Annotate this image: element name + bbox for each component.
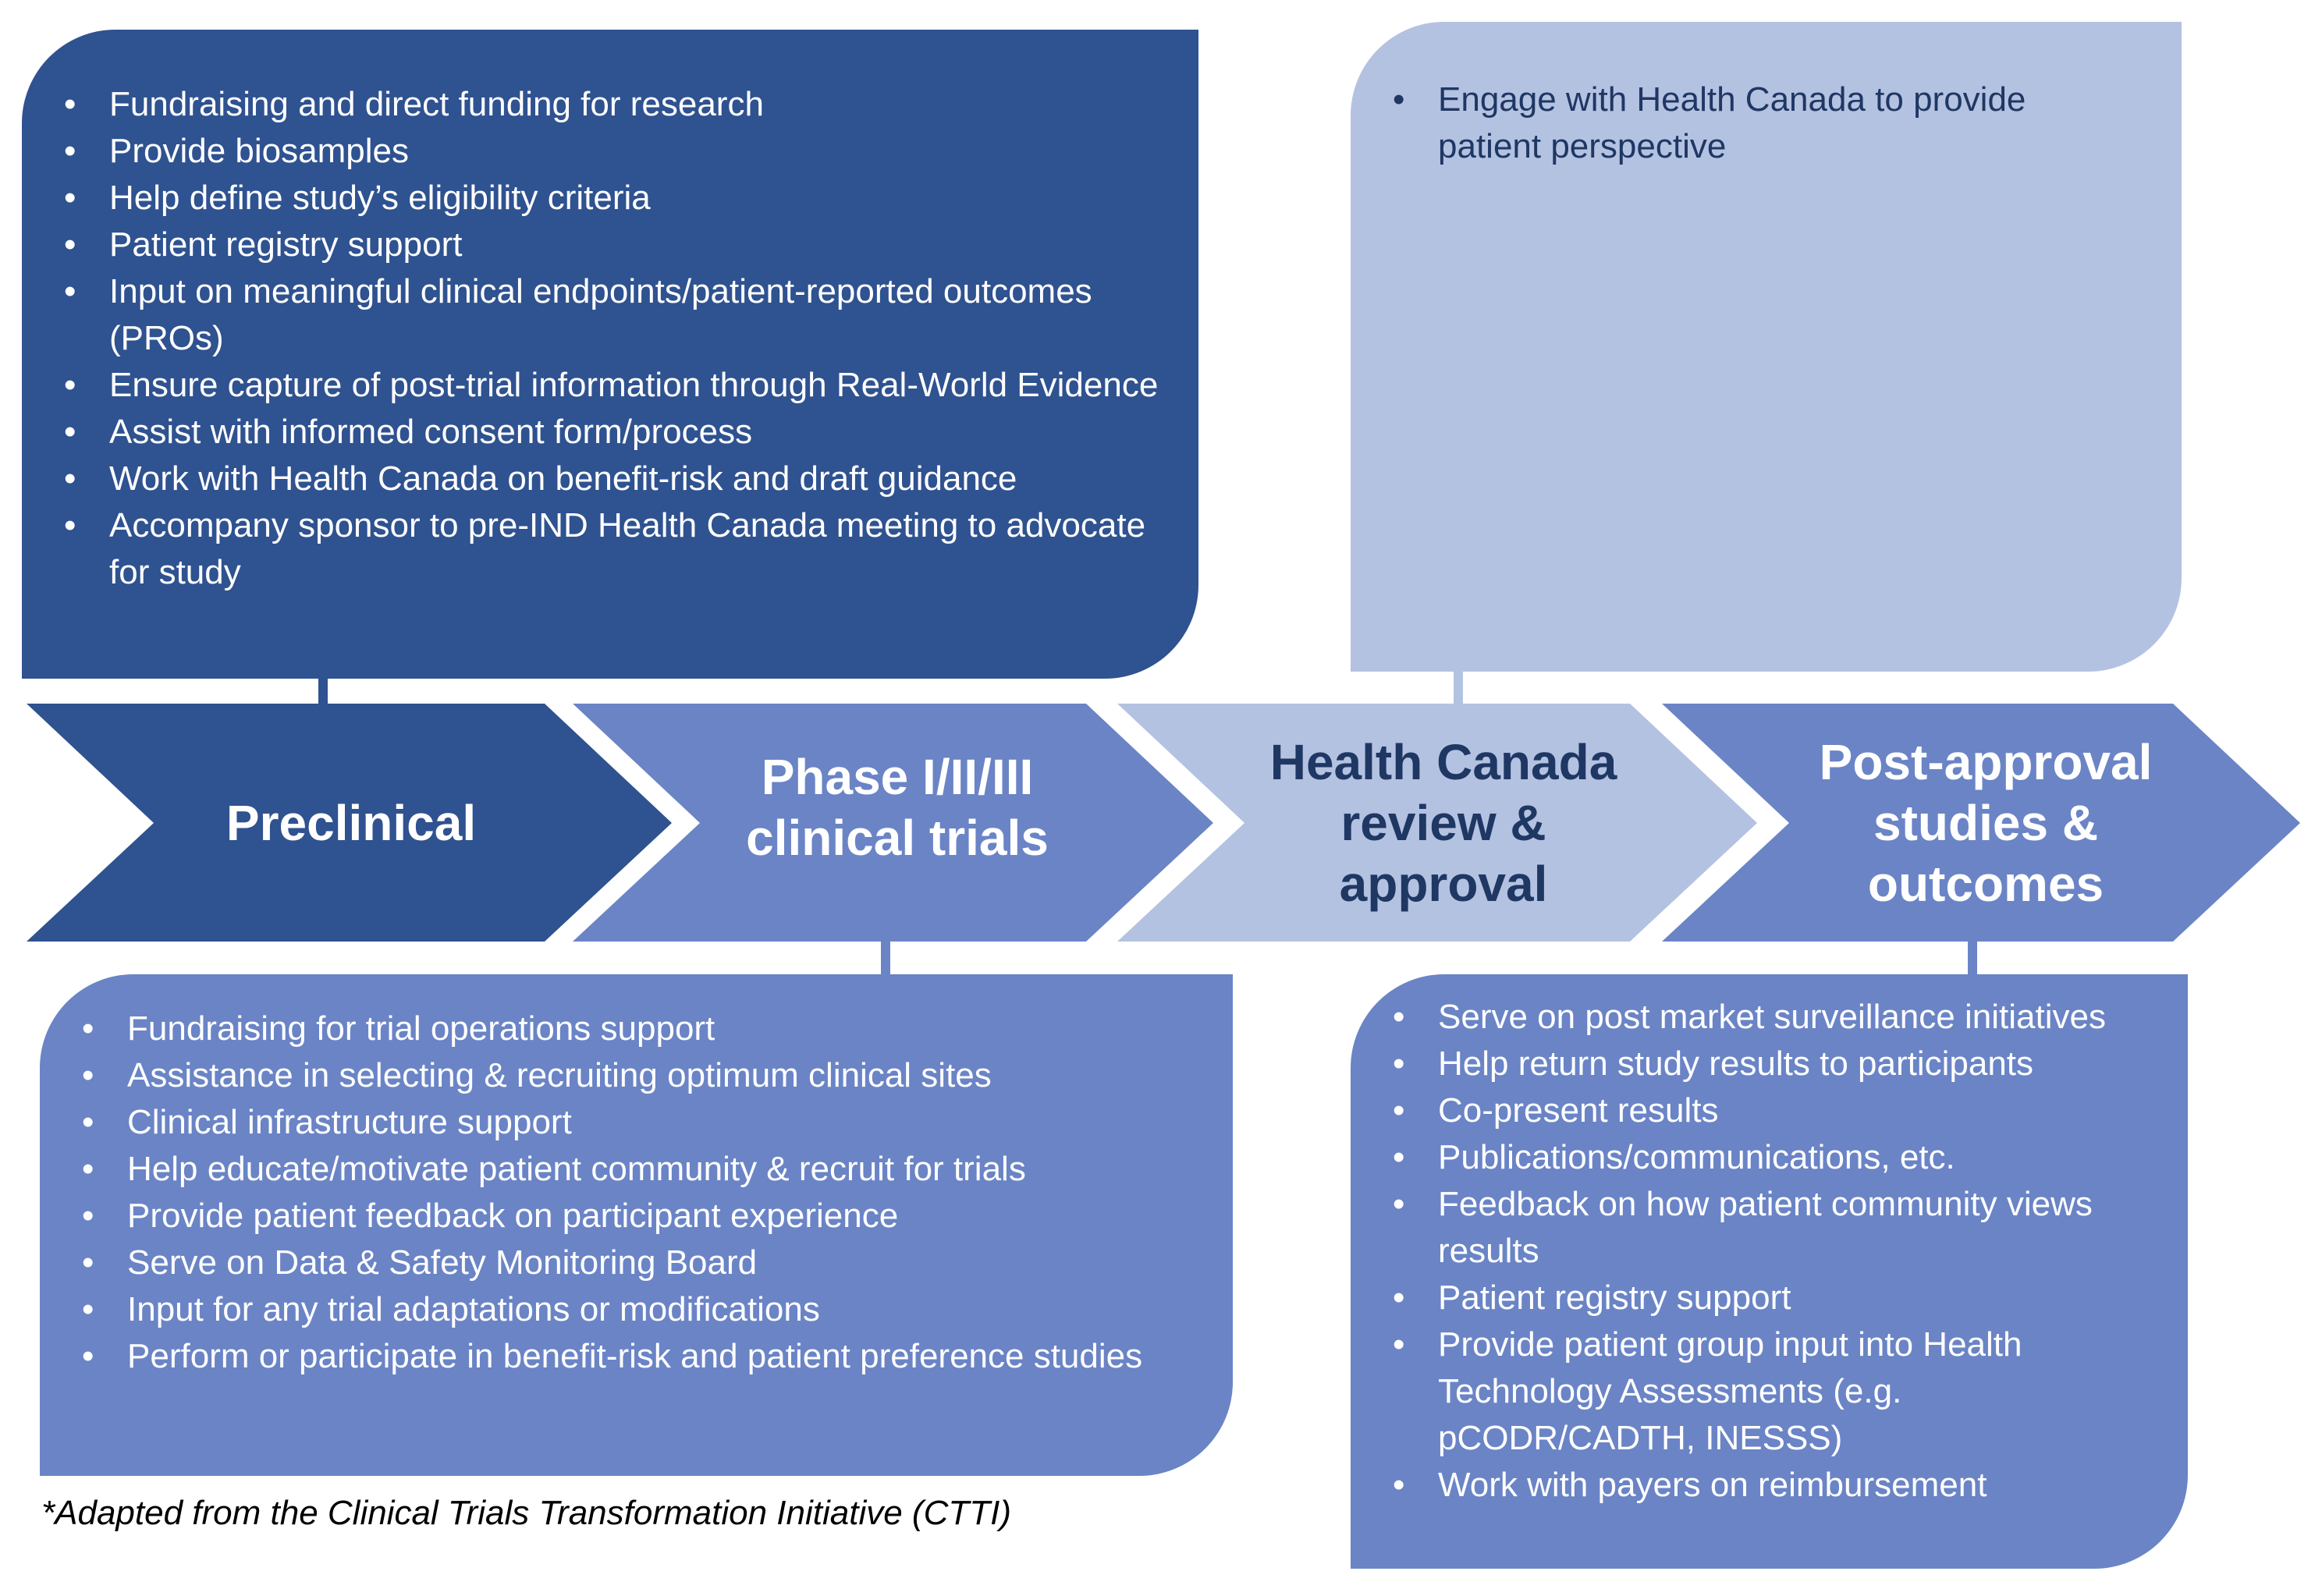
stage-label-preclinical: Preclinical [225,794,477,851]
list-item: • Help educate/motivate patient community & recruit for trials [40,1146,1202,1193]
list-item: • Provide patient feedback on participant experience [40,1193,1202,1240]
list-item: • Fundraising for trial operations support [40,1005,1202,1052]
list-item: • Co-present results [1351,1087,2164,1134]
list-item: • Work with payers on reimbursement [1351,1462,2164,1509]
list-item: • Help return study results to participants [1351,1041,2164,1087]
stage-label-review: Health Canada review & approval [1269,733,1617,912]
list-item: • Serve on Data & Safety Monitoring Board [40,1240,1202,1286]
list-item: • Fundraising and direct funding for research [22,81,1167,128]
list-item: • Input for any trial adaptations or modifications [40,1286,1202,1333]
list-item: • Serve on post market surveillance initiatives [1351,994,2164,1041]
post-approval-activities-box [1351,974,2188,1569]
list-item: • Assistance in selecting & recruiting optimum clinical sites [40,1052,1202,1099]
post-approval-activities-list [1351,994,2164,1509]
list-item: • Help define study’s eligibility criteria [22,175,1167,222]
list-item: • Input on meaningful clinical endpoints/patient-reported outcomes (PROs) [22,268,1167,362]
list-item: • Patient registry support [22,222,1167,268]
list-item: • Work with Health Canada on benefit-risk and draft guidance [22,456,1167,502]
footnote: *Adapted from the Clinical Trials Transformation Initiative (CTTI) [41,1494,1011,1532]
list-item: • Perform or participate in benefit-risk and patient preference studies [40,1333,1202,1380]
list-item: • Engage with Health Canada to provide patient perspective [1351,76,2135,170]
list-item: • Publications/communications, etc. [1351,1134,2164,1181]
list-item: • Provide patient group input into Health Technology Assessments (e.g. pCODR/CADTH, INESSS) [1351,1321,2164,1462]
list-item: • Clinical infrastructure support [40,1099,1202,1146]
list-item: • Assist with informed consent form/process [22,409,1167,456]
trials-activities-box [40,974,1233,1476]
list-item: • Patient registry support [1351,1275,2164,1321]
list-item: • Accompany sponsor to pre-IND Health Canada meeting to advocate for study [22,502,1167,596]
list-item: • Feedback on how patient community views results [1351,1181,2164,1275]
stage-label-trials: Phase I/II/III clinical trials [746,748,1049,866]
list-item: • Ensure capture of post-trial information through Real-World Evidence [22,362,1167,409]
trials-activities-list [40,1005,1202,1380]
list-item: • Provide biosamples [22,128,1167,175]
stage-label-post: Post-approval studies & outcomes [1819,733,2153,912]
